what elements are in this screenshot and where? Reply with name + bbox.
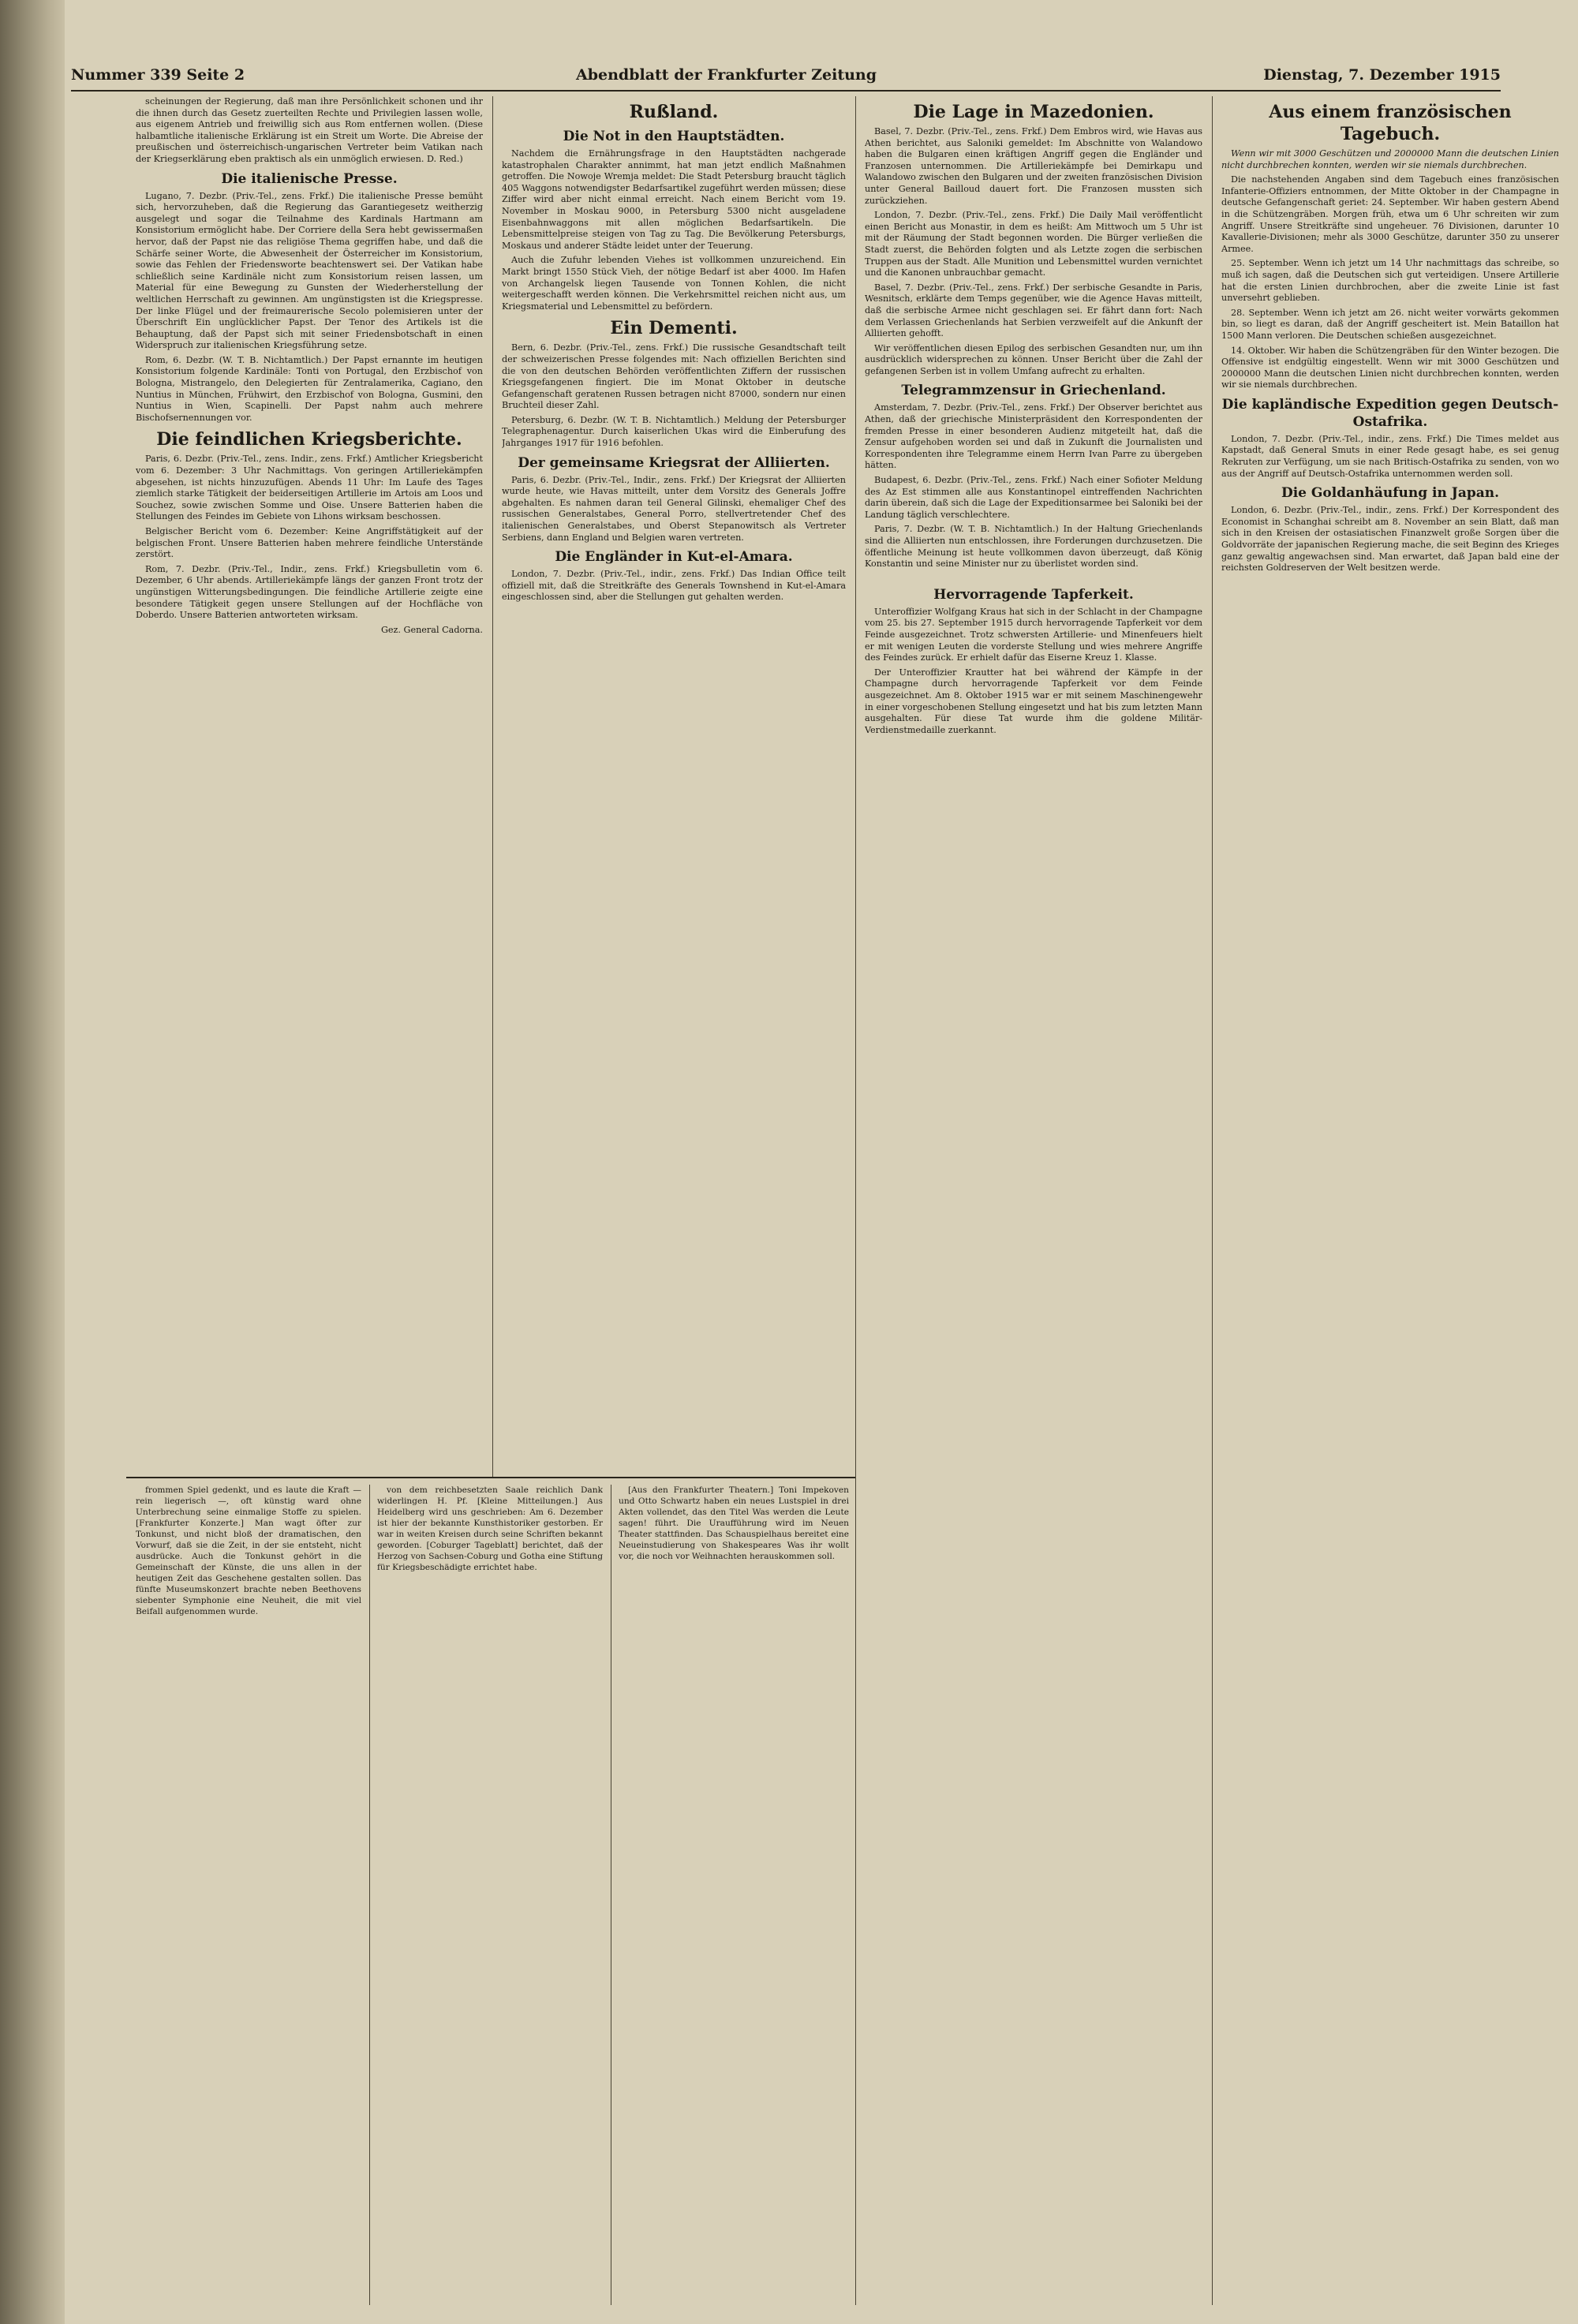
article-text: Rom, 6. Dezbr. (W. T. B. Nichtamtlich.) Der Papst ernannte im heutigen Konsistorium folgende Kardinäle: Tonti von Portugal, den Erzbischof von Bologna, Mistrangelo, den Delegierten für Zentralamerika, Cagiano, den Nuntius in München, Frühwirt, den Erzbischof von Bologna, Gusmini, den Nuntius in Wien, Scapinelli. Der Papst nahm auch mehrere Bischofsernennungen vor. <box>136 354 483 423</box>
article-text: Bern, 6. Dezbr. (Priv.-Tel., zens. Frkf.) Die russische Gesandtschaft teilt der schweizerischen Presse folgendes mit: Nach offiziellen Berichten sind die von den deutschen Behörden veröffentlichten Ziffern der russischen Kriegsgefangenen fingiert. Die im Monat Oktober in deutsche Gefangenschaft geratenen Russen betragen nicht 87000, sondern nur einen Bruchteil dieser Zahl. <box>502 342 846 411</box>
article-text: London, 6. Dezbr. (Priv.-Tel., indir., zens. Frkf.) Der Korrespondent des Economist in Schanghai schreibt am 8. November an sein Blatt, daß man sich in den Kreisen der ostasiatischen Finanzwelt große Sorgen über die Goldvorräte der japanischen Regierung mache, die seit Beginn des Krieges ganz gewaltig angewachsen sind. Man erwartet, daß Japan bald eine der reichsten Goldreserven der Welt besitzen werde. <box>1221 505 1559 574</box>
article-text: 28. September. Wenn ich jetzt am 26. nicht weiter vorwärts gekommen bin, so liegt es daran, daß der Angriff gescheitert ist. Mein Bataillon hat 1500 Mann verloren. Die Deutschen schießen ausgezeichnet. <box>1221 307 1559 341</box>
article-heading: Die italienische Presse. <box>221 170 398 187</box>
column-2 <box>502 96 846 1122</box>
page-header <box>71 58 1501 92</box>
feuilleton-text: von dem reichbesetzten Saale reichlich Dank widerlingen H. Pf. [Kleine Mitteilungen.] Aus Heidelberg wird uns geschrieben: Am 6. Dezember ist hier der bekannte Kunsthistoriker gestorben. Er war in weiten Kreisen durch seine Schriften bekannt geworden. [Coburger Tageblatt] berichtet, daß der Herzog von Sachsen-Coburg und Gotha eine Stiftung für Kriegsbeschädigte errichtet habe. <box>377 1485 603 1572</box>
article-heading: Aus einem französischen Tagebuch. <box>1269 102 1512 144</box>
article-heading: Die Lage in Mazedonien. <box>913 102 1154 122</box>
column-rule <box>1212 96 1213 2305</box>
newspaper-title: Abendblatt der Frankfurter Zeitung <box>576 66 877 84</box>
article-heading: Rußland. <box>629 102 719 122</box>
article-heading: Telegrammzensur in Griechenland. <box>901 383 1166 399</box>
article-text: Basel, 7. Dezbr. (Priv.-Tel., zens. Frkf.) Dem Embros wird, wie Havas aus Athen berichtet, aus Saloniki gemeldet: Im Abschnitte von Walandowo haben die Bulgaren einen kräftigen Angriff gegen die Engländer und Franzosen unternommen. Die Artilleriekämpfe bei Demirkapu und Walandowo zwischen den Bulgaren und der zweiten französischen Division unter General Bailloud dauert fort. Die Franzosen mussten sich zurückziehen. <box>865 126 1202 206</box>
article-text: Auch die Zufuhr lebenden Viehes ist vollkommen unzureichend. Ein Markt bringt 1550 Stück Vieh, der nötige Bedarf ist aber 4000. Im Hafen von Archangelsk liegen Tausende von Tonnen Kohlen, die nicht weitergeschafft werden können. Die Verkehrsmittel reichen nicht aus, um Kriegsmaterial und Lebensmittel zu befördern. <box>502 255 846 312</box>
article-text: Lugano, 7. Dezbr. (Priv.-Tel., zens. Frkf.) Die italienische Presse bemüht sich, hervorzuheben, daß die Regierung das Garantiegesetz weitherzig ausgelegt und sogar die Teilnahme des Kardinals Hartmann am Konsistorium ermöglicht habe. Der Corriere della Sera hebt gewissermaßen hervor, daß der Papst nie das religiöse Thema gegriffen habe, und daß die Schärfe seiner Worte, die Abwesenheit der Österreicher im Konsistorium, sowie das Fehlen der Friedensworte beachtenswert sei. Der Vatikan habe schließlich seine Kardinäle nicht zum Konsistorium reisen lassen, um Material für eine Bewegung zu Gunsten der Wiederherstellung der weltlichen Herrschaft zu gewinnen. Am ungünstigsten ist die Kriegspresse. Der linke Flügel und der freimaurerische Secolo polemisieren unter der Überschrift Ein unglücklicher Papst. Der Tenor des Artikels ist die Behauptung, daß der Papst sich mit seiner Friedensbotschaft in einen Widerspruch zur italienischen Kriegsführung setze. <box>136 190 483 351</box>
column-rule <box>369 1485 370 2305</box>
article-heading: Die Engländer in Kut-el-Amara. <box>555 549 793 566</box>
article-text: Rom, 7. Dezbr. (Priv.-Tel., Indir., zens. Frkf.) Kriegsbulletin vom 6. Dezember, 6 Uhr abends. Artilleriekämpfe längs der ganzen Front trotz der ungünstigen Witterungsbedingungen. Die feindliche Artillerie zeigte eine besondere Tätigkeit gegen unsere Stellungen auf der Hochfläche von Doberdo. Unsere Batterien antworteten wirksam. <box>136 563 483 621</box>
column-rule <box>855 96 856 2305</box>
article-text: Unteroffizier Wolfgang Kraus hat sich in der Schlacht in der Champagne vom 25. bis 27. September 1915 durch hervorragende Tapferkeit vor dem Feinde ausgezeichnet. Trotz schwersten Artillerie- und Minenfeuers hielt er mit wenigen Leuten die vorderste Stellung und wies mehrere Angriffe des Feindes zurück. Er erhielt dafür das Eiserne Kreuz 1. Klasse. <box>865 606 1202 663</box>
article-text: Belgischer Bericht vom 6. Dezember: Keine Angriffstätigkeit auf der belgischen Front. Unsere Batterien haben mehrere feindliche Unterstände zerstört. <box>136 526 483 560</box>
issue-number: Nummer 339 Seite 2 <box>71 66 245 84</box>
feuilleton-column-1 <box>136 1485 361 2305</box>
article-text: London, 7. Dezbr. (Priv.-Tel., indir., zens. Frkf.) Das Indian Office teilt offiziell mit, daß die Streitkräfte des Generals Townshend in Kut-el-Amara eingeschlossen sind, aber die Stellungen gut gehalten werden. <box>502 569 846 603</box>
article-text: Basel, 7. Dezbr. (Priv.-Tel., zens. Frkf.) Der serbische Gesandte in Paris, Wesnitsch, erklärte dem Temps gegenüber, wie die Agence Havas mitteilt, daß die serbische Armee nicht geschlagen sei. Er fährt dann fort: Nach dem Verlassen Griechenlands hat Serbien verzweifelt auf die Ankunft der Alliierten gehofft. <box>865 282 1202 339</box>
feuilleton-column-3 <box>619 1485 849 2305</box>
column-rule <box>492 96 493 1477</box>
article-text: Paris, 7. Dezbr. (W. T. B. Nichtamtlich.) In der Haltung Griechenlands sind die Alliierten nun entschlossen, ihre Forderungen durchzusetzen. Die öffentliche Meinung ist heute vollkommen davon überzeugt, daß König Konstantin und seine Minister nur zu überlistet worden sind. <box>865 524 1202 570</box>
article-motto: Wenn wir mit 3000 Geschützen und 2000000 Mann die deutschen Linien nicht durchbrechen konnten, werden wir sie niemals durchbrechen. <box>1221 148 1559 170</box>
article-subheading: Die Not in den Hauptstädten. <box>563 129 785 144</box>
article-text: London, 7. Dezbr. (Priv.-Tel., indir., zens. Frkf.) Die Times meldet aus Kapstadt, daß General Smuts in einer Rede gesagt habe, es sei genug Rekruten zur Verfügung, um sie nach Britisch-Ostafrika zu senden, von wo aus der Angriff auf Deutsch-Ostafrika unternommen werden soll. <box>1221 433 1559 479</box>
feuilleton-text: [Aus den Frankfurter Theatern.] Toni Impekoven und Otto Schwartz haben ein neues Lustspiel in drei Akten vollendet, das den Titel Was werden die Leute sagen! führt. Die Uraufführung wird im Neuen Theater stattfinden. Das Schauspielhaus bereitet eine Neueinstudierung von Shakespeares Was ihr wollt vor, die noch vor Weihnachten herauskommen soll. <box>619 1485 849 1561</box>
article-heading: Ein Dementi. <box>610 318 738 339</box>
article-text: Nachdem die Ernährungsfrage in den Hauptstädten nachgerade katastrophalen Charakter annimmt, hat man jetzt endlich Maßnahmen getroffen. Die Nowoje Wremja meldet: Die Stadt Petersburg braucht täglich 405 Waggons notwendigster Bedarfsartikel zugeführt werden müssen; diese Ziffer wird aber nicht einmal erreicht. Nach einem Bericht vom 19. November in Moskau 9000, in Petersburg 5300 nicht ausgeladene Eisenbahnwaggons mit allen möglichen Bedarfsartikeln. Die Lebensmittelpreise steigen von Tag zu Tag. Die Bevölkerung Petersburgs, Moskaus und anderer Städte leidet unter der Teuerung. <box>502 148 846 251</box>
article-text: Der Unteroffizier Krautter hat bei während der Kämpfe in der Champagne durch hervorragende Tapferkeit vor dem Feinde ausgezeichnet. Am 8. Oktober 1915 war er mit seinem Maschinengewehr in einer vorgeschobenen Stellung eingesetzt und hat bis zum letzten Mann ausgehalten. Für diese Tat wurde ihm die goldene Militär-Verdienstmedaille zuerkannt. <box>865 667 1202 735</box>
article-text: Paris, 6. Dezbr. (Priv.-Tel., Indir., zens. Frkf.) Der Kriegsrat der Alliierten wurde heute, wie Havas mitteilt, unter dem Vorsitz des Generals Joffre abgehalten. Es nahmen daran teil General Gilinski, ehemaliger Chef des russischen Generalstabes, General Porro, stellvertretender Chef des italienischen Generalstabes, und Oberst Stepanowitsch als Vertreter Serbiens, dann England und Belgien waren vertreten. <box>502 474 846 543</box>
article-text: Wir veröffentlichen diesen Epilog des serbischen Gesandten nur, um ihn ausdrücklich widersprechen zu können. Unser Bericht über die Zahl der gefangenen Serben ist in vollem Umfang aufrecht zu erhalten. <box>865 342 1202 376</box>
article-text: Budapest, 6. Dezbr. (Priv.-Tel., zens. Frkf.) Nach einer Sofioter Meldung des Az Est stimmen alle aus Konstantinopel eintreffenden Nachrichten darin überein, daß sich die Lage der Expeditionsarmee bei Saloniki bei der Landung täglich verschlechtere. <box>865 475 1202 520</box>
feuilleton-rule <box>126 1477 855 1478</box>
article-text: 25. September. Wenn ich jetzt um 14 Uhr nachmittags das schreibe, so muß ich sagen, daß die Deutschen sich gut verteidigen. Unsere Artillerie hat die ersten Linien durchbrochen, aber die zweite Linie ist fast unversehrt geblieben. <box>1221 258 1559 304</box>
signature: Gez. General Cadorna. <box>380 624 483 635</box>
column-3 <box>865 96 1202 2305</box>
article-text: Amsterdam, 7. Dezbr. (Priv.-Tel., zens. Frkf.) Der Observer berichtet aus Athen, daß der griechische Ministerpräsident den Korrespondenten der fremden Presse in einer besonderen Audienz mitgeteilt hat, daß die Zensur aufgehoben worden sei und daß in Zukunft die Journalisten und Korrespondenten ihre Telegramme einem Herrn Ivan Parre zu übergeben hätten. <box>865 402 1202 471</box>
article-heading: Die feindlichen Kriegsberichte. <box>156 429 462 450</box>
book-binding <box>0 0 65 2324</box>
article-text: Paris, 6. Dezbr. (Priv.-Tel., zens. Indir., zens. Frkf.) Amtlicher Kriegsbericht vom 6. Dezember: 3 Uhr Nachmittags. Von geringen Artilleriekämpfen abgesehen, ist nichts hinzuzufügen. Abends 11 Uhr: Im Laufe des Tages ziemlich starke Tätigkeit der beiderseitigen Artillerie im Artois am Loos und Souchez, sowie zwischen Somme und Oise. Unsere Batterien haben die Stellungen des Feindes im Gebiete von Lihons wirksam beschossen. <box>136 454 483 522</box>
feuilleton-column-2 <box>377 1485 603 2305</box>
column-1 <box>136 96 483 1477</box>
issue-date: Dienstag, 7. Dezember 1915 <box>1263 66 1501 84</box>
article-heading: Der gemeinsame Kriegsrat der Alliierten. <box>518 454 830 471</box>
article-text: London, 7. Dezbr. (Priv.-Tel., zens. Frkf.) Die Daily Mail veröffentlicht einen Bericht aus Monastir, in dem es heißt: Am Mittwoch um 5 Uhr ist mit der Räumung der Stadt begonnen worden. Die Bürger verließen die Stadt zuerst, die Behörden folgten und als Letzte zogen die serbischen Truppen aus der Stadt. Alle Munition und Lebensmittel wurden vernichtet und die Kanonen unbrauchbar gemacht. <box>865 210 1202 278</box>
article-text: Die nachstehenden Angaben sind dem Tagebuch eines französischen Infanterie-Offiziers entnommen, der Mitte Oktober in der Champagne in deutsche Gefangenschaft geriet: 24. September. Wir haben gestern Abend in die Schützengräben. Morgen früh, etwa um 6 Uhr schreiten wir zum Angriff. Unsere Streitkräfte sind ungeheuer. 76 Divisionen, darunter 10 Kavallerie-Divisionen; mehr als 3000 Geschütze, darunter 350 zu unserer Armee. <box>1221 174 1559 254</box>
article-text: Petersburg, 6. Dezbr. (W. T. B. Nichtamtlich.) Meldung der Petersburger Telegraphenagentur. Durch kaiserlichen Ukas wird die Einberufung des Jahrganges 1917 für 1916 befohlen. <box>502 414 846 449</box>
article-heading: Die Goldanhäufung in Japan. <box>1281 485 1500 502</box>
feuilleton-text: frommen Spiel gedenkt, und es laute die Kraft — rein liegerisch —, oft künstig ward ohne Unterbrechung seine einmalige Stoffe zu spielen. [Frankfurter Konzerte.] Man wagt öfter zur Tonkunst, und nicht bloß der dramatischen, den Vorwurf, daß sie die Zeit, in der sie entsteht, nicht ausdrücke. Auch die Tonkunst gehört in die Gemeinschaft der Künste, die uns allen in der heutigen Zeit das Geschehene gestalten sollen. Das fünfte Museumskonzert brachte neben Beethovens siebenter Symphonie eine Neuheit, die mit viel Beifall aufgenommen wurde. <box>136 1485 361 1616</box>
column-4 <box>1221 96 1559 2305</box>
article-heading: Die kapländische Expedition gegen Deutsch-Ostafrika. <box>1221 396 1559 430</box>
article-text: scheinungen der Regierung, daß man ihre Persönlichkeit schonen und ihr die ihnen durch das Gesetz zuerteilten Rechte und Privilegien lassen wolle, aus eigenem Antrieb und freiwillig sich aus Rom entfernen wollen. (Diese halbamtliche italienische Erklärung ist ein Streit um Worte. Die Abreise der preußischen und österreichisch-ungarischen Vertreter beim Vatikan nach der Kriegserklärung eben praktisch als ein unmöglich erwiesen. D. Red.) <box>136 96 483 164</box>
article-heading: Hervorragende Tapferkeit. <box>933 586 1134 603</box>
article-text: 14. Oktober. Wir haben die Schützengräben für den Winter bezogen. Die Offensive ist endgültig eingestellt. Wenn wir mit 3000 Geschützen und 2000000 Mann die deutschen Linien nicht durchbrechen konnten, werden wir sie niemals durchbrechen. <box>1221 345 1559 390</box>
